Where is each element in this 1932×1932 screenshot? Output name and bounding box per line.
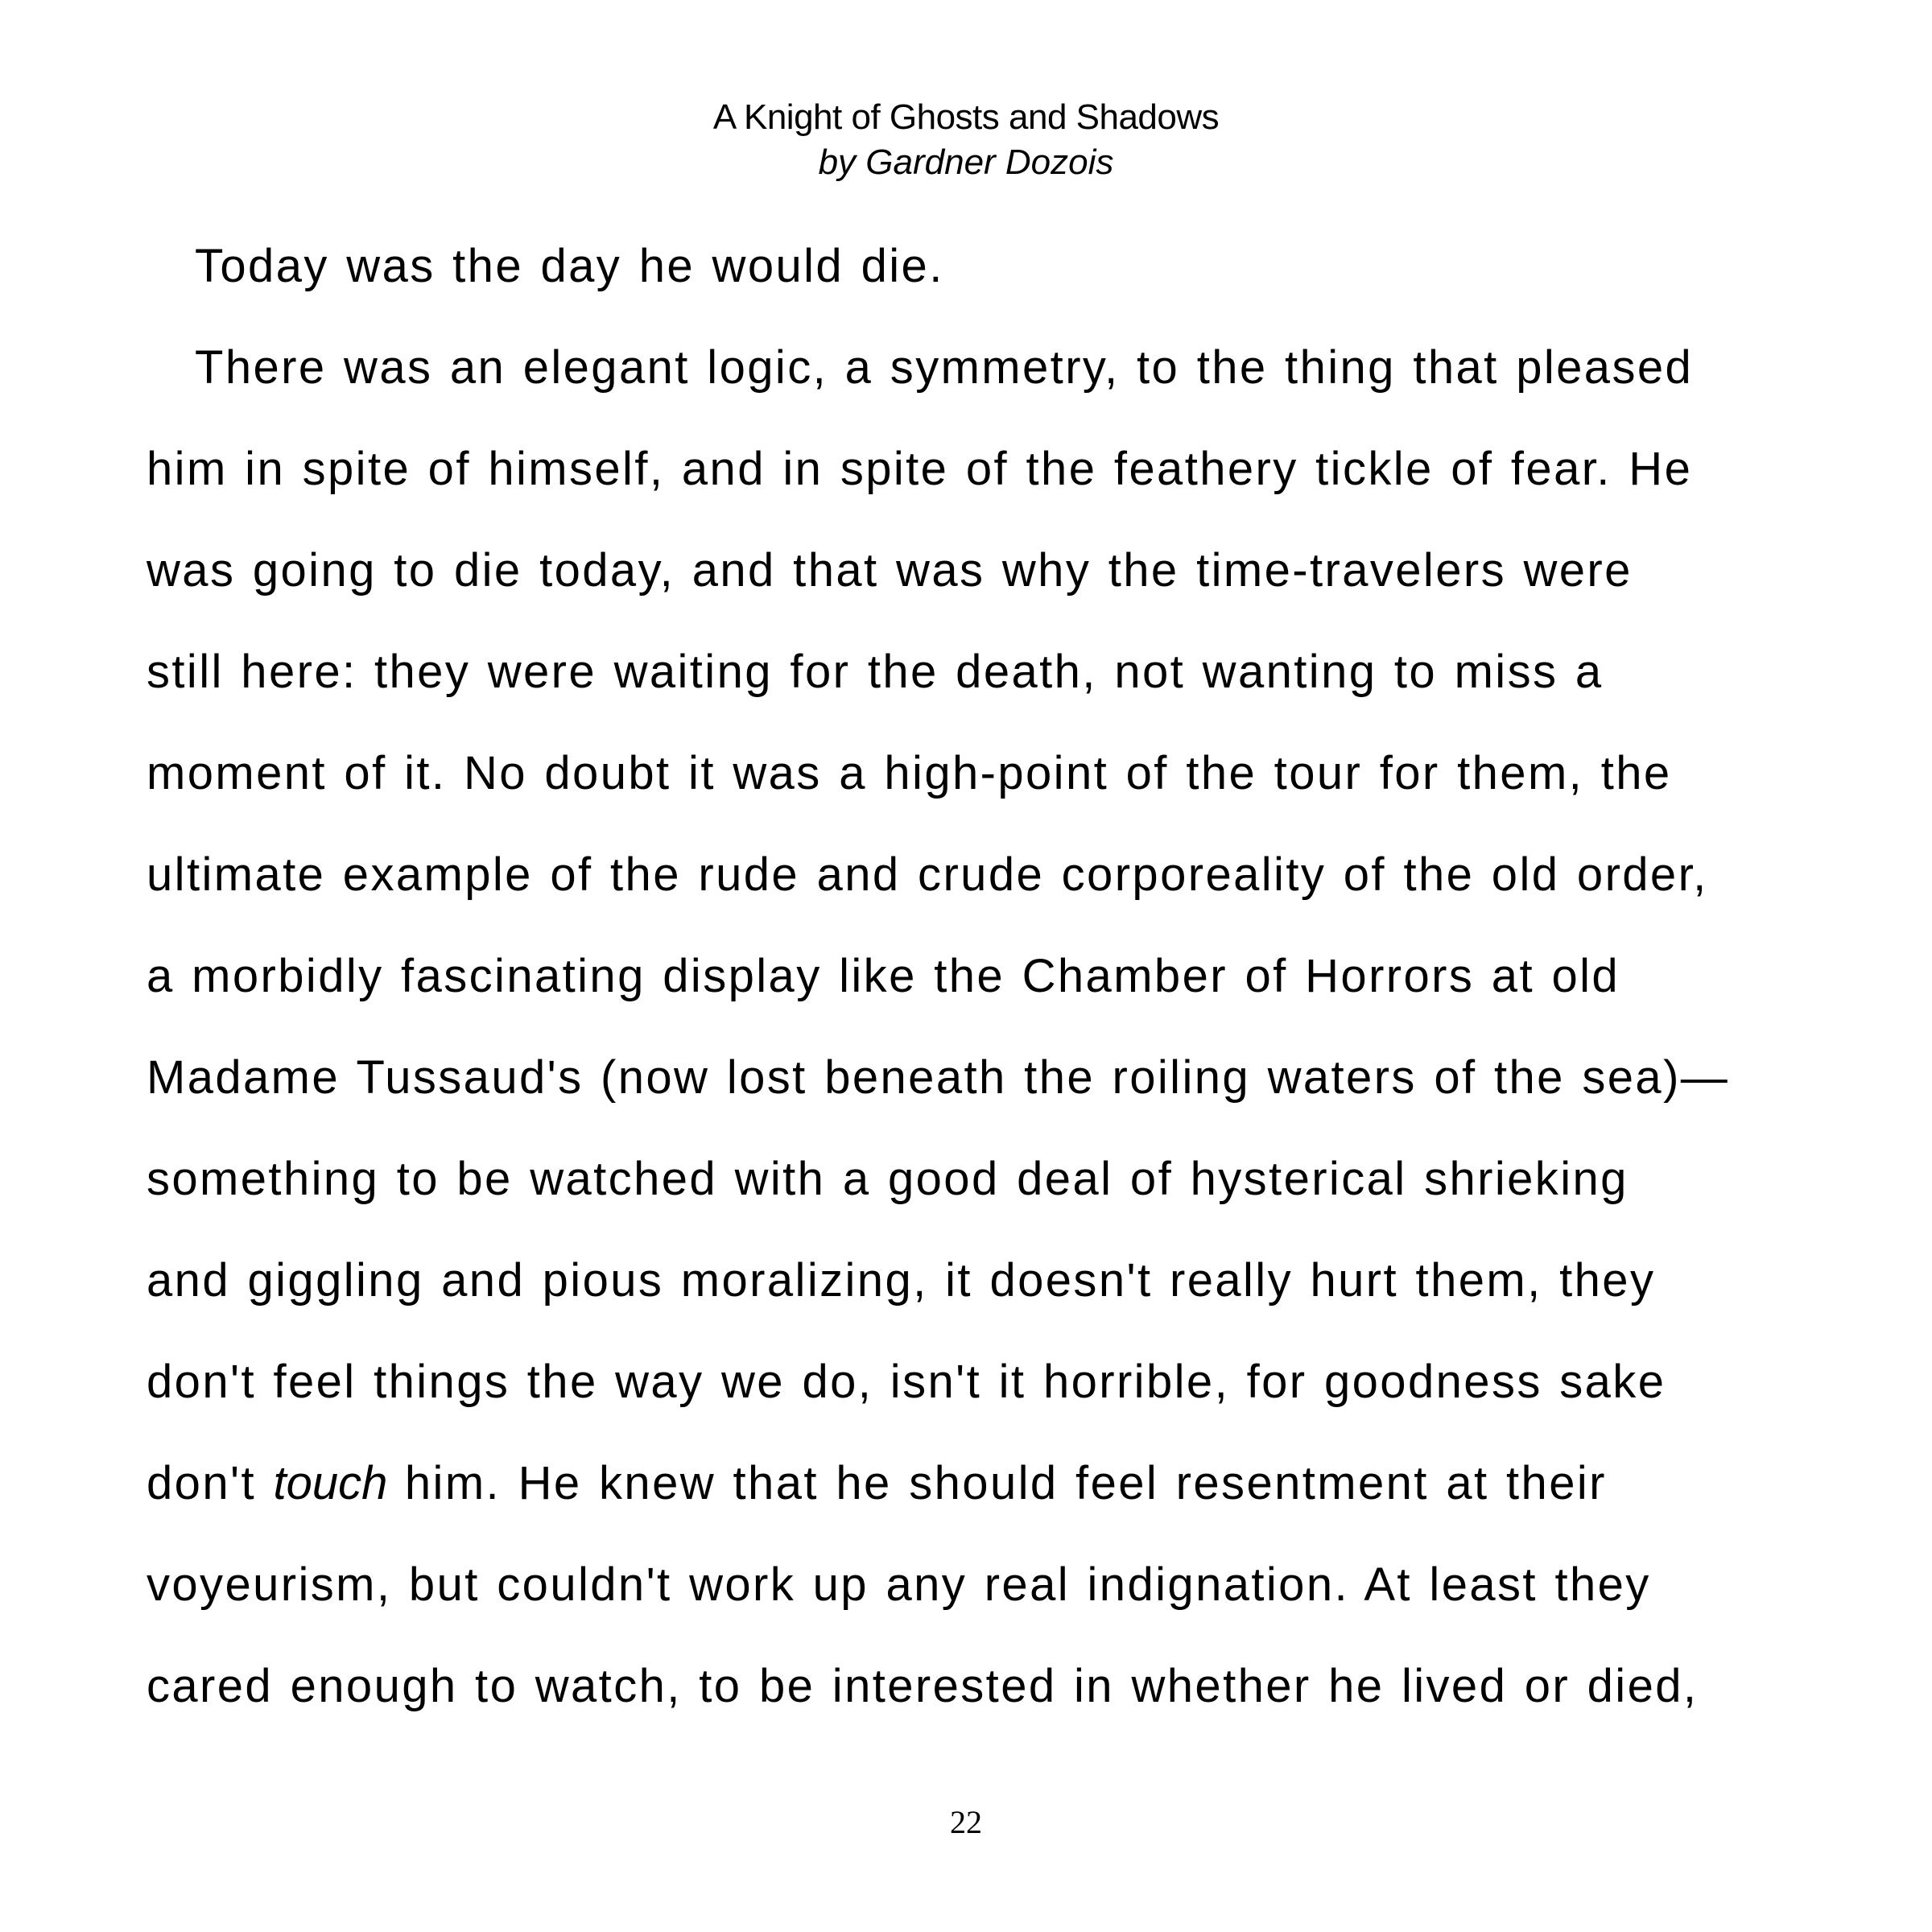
text-line: still here: they were waiting for the death, not wanting to miss a bbox=[147, 646, 1604, 698]
story-body bbox=[147, 216, 1821, 1737]
story-title: A Knight of Ghosts and Shadows bbox=[712, 97, 1220, 137]
text-line: moment of it. No doubt it was a high-point of the tour for them, the bbox=[147, 747, 1672, 799]
text-line: and giggling and pious moralizing, it doesn't really hurt them, they bbox=[147, 1254, 1656, 1307]
text-line: a morbidly fascinating display like the Chamber of Horrors at old bbox=[147, 950, 1620, 1002]
author-byline: by Gardner Dozois bbox=[818, 142, 1114, 182]
emphasized-word: touch bbox=[273, 1457, 388, 1509]
text-line: ultimate example of the rude and crude corporeality of the old order, bbox=[147, 848, 1708, 901]
text-line-with-emphasis bbox=[147, 1433, 1821, 1534]
text-line: voyeurism, but couldn't work up any real indignation. At least they bbox=[147, 1558, 1651, 1611]
text-line: don't feel things the way we do, isn't it horrible, for goodness sake bbox=[147, 1356, 1666, 1408]
text-line: something to be watched with a good deal of hysterical shrieking bbox=[147, 1153, 1629, 1205]
text-segment: him. He knew that he should feel resentment at their bbox=[387, 1457, 1607, 1509]
text-line: cared enough to watch, to be interested in whether he lived or died, bbox=[147, 1660, 1699, 1712]
page-header bbox=[0, 95, 1932, 185]
text-segment: don't bbox=[147, 1457, 274, 1509]
text-line: Today was the day he would die. bbox=[195, 240, 944, 292]
text-line: Madame Tussaud's (now lost beneath the roiling waters of the sea)— bbox=[147, 1051, 1730, 1104]
text-line: There was an elegant logic, a symmetry, to the thing that pleased bbox=[195, 341, 1694, 394]
text-line: was going to die today, and that was why the time-travelers were bbox=[147, 544, 1633, 597]
text-line: him in spite of himself, and in spite of the feathery tickle of fear. He bbox=[147, 443, 1693, 495]
page-number: 22 bbox=[950, 1804, 982, 1840]
